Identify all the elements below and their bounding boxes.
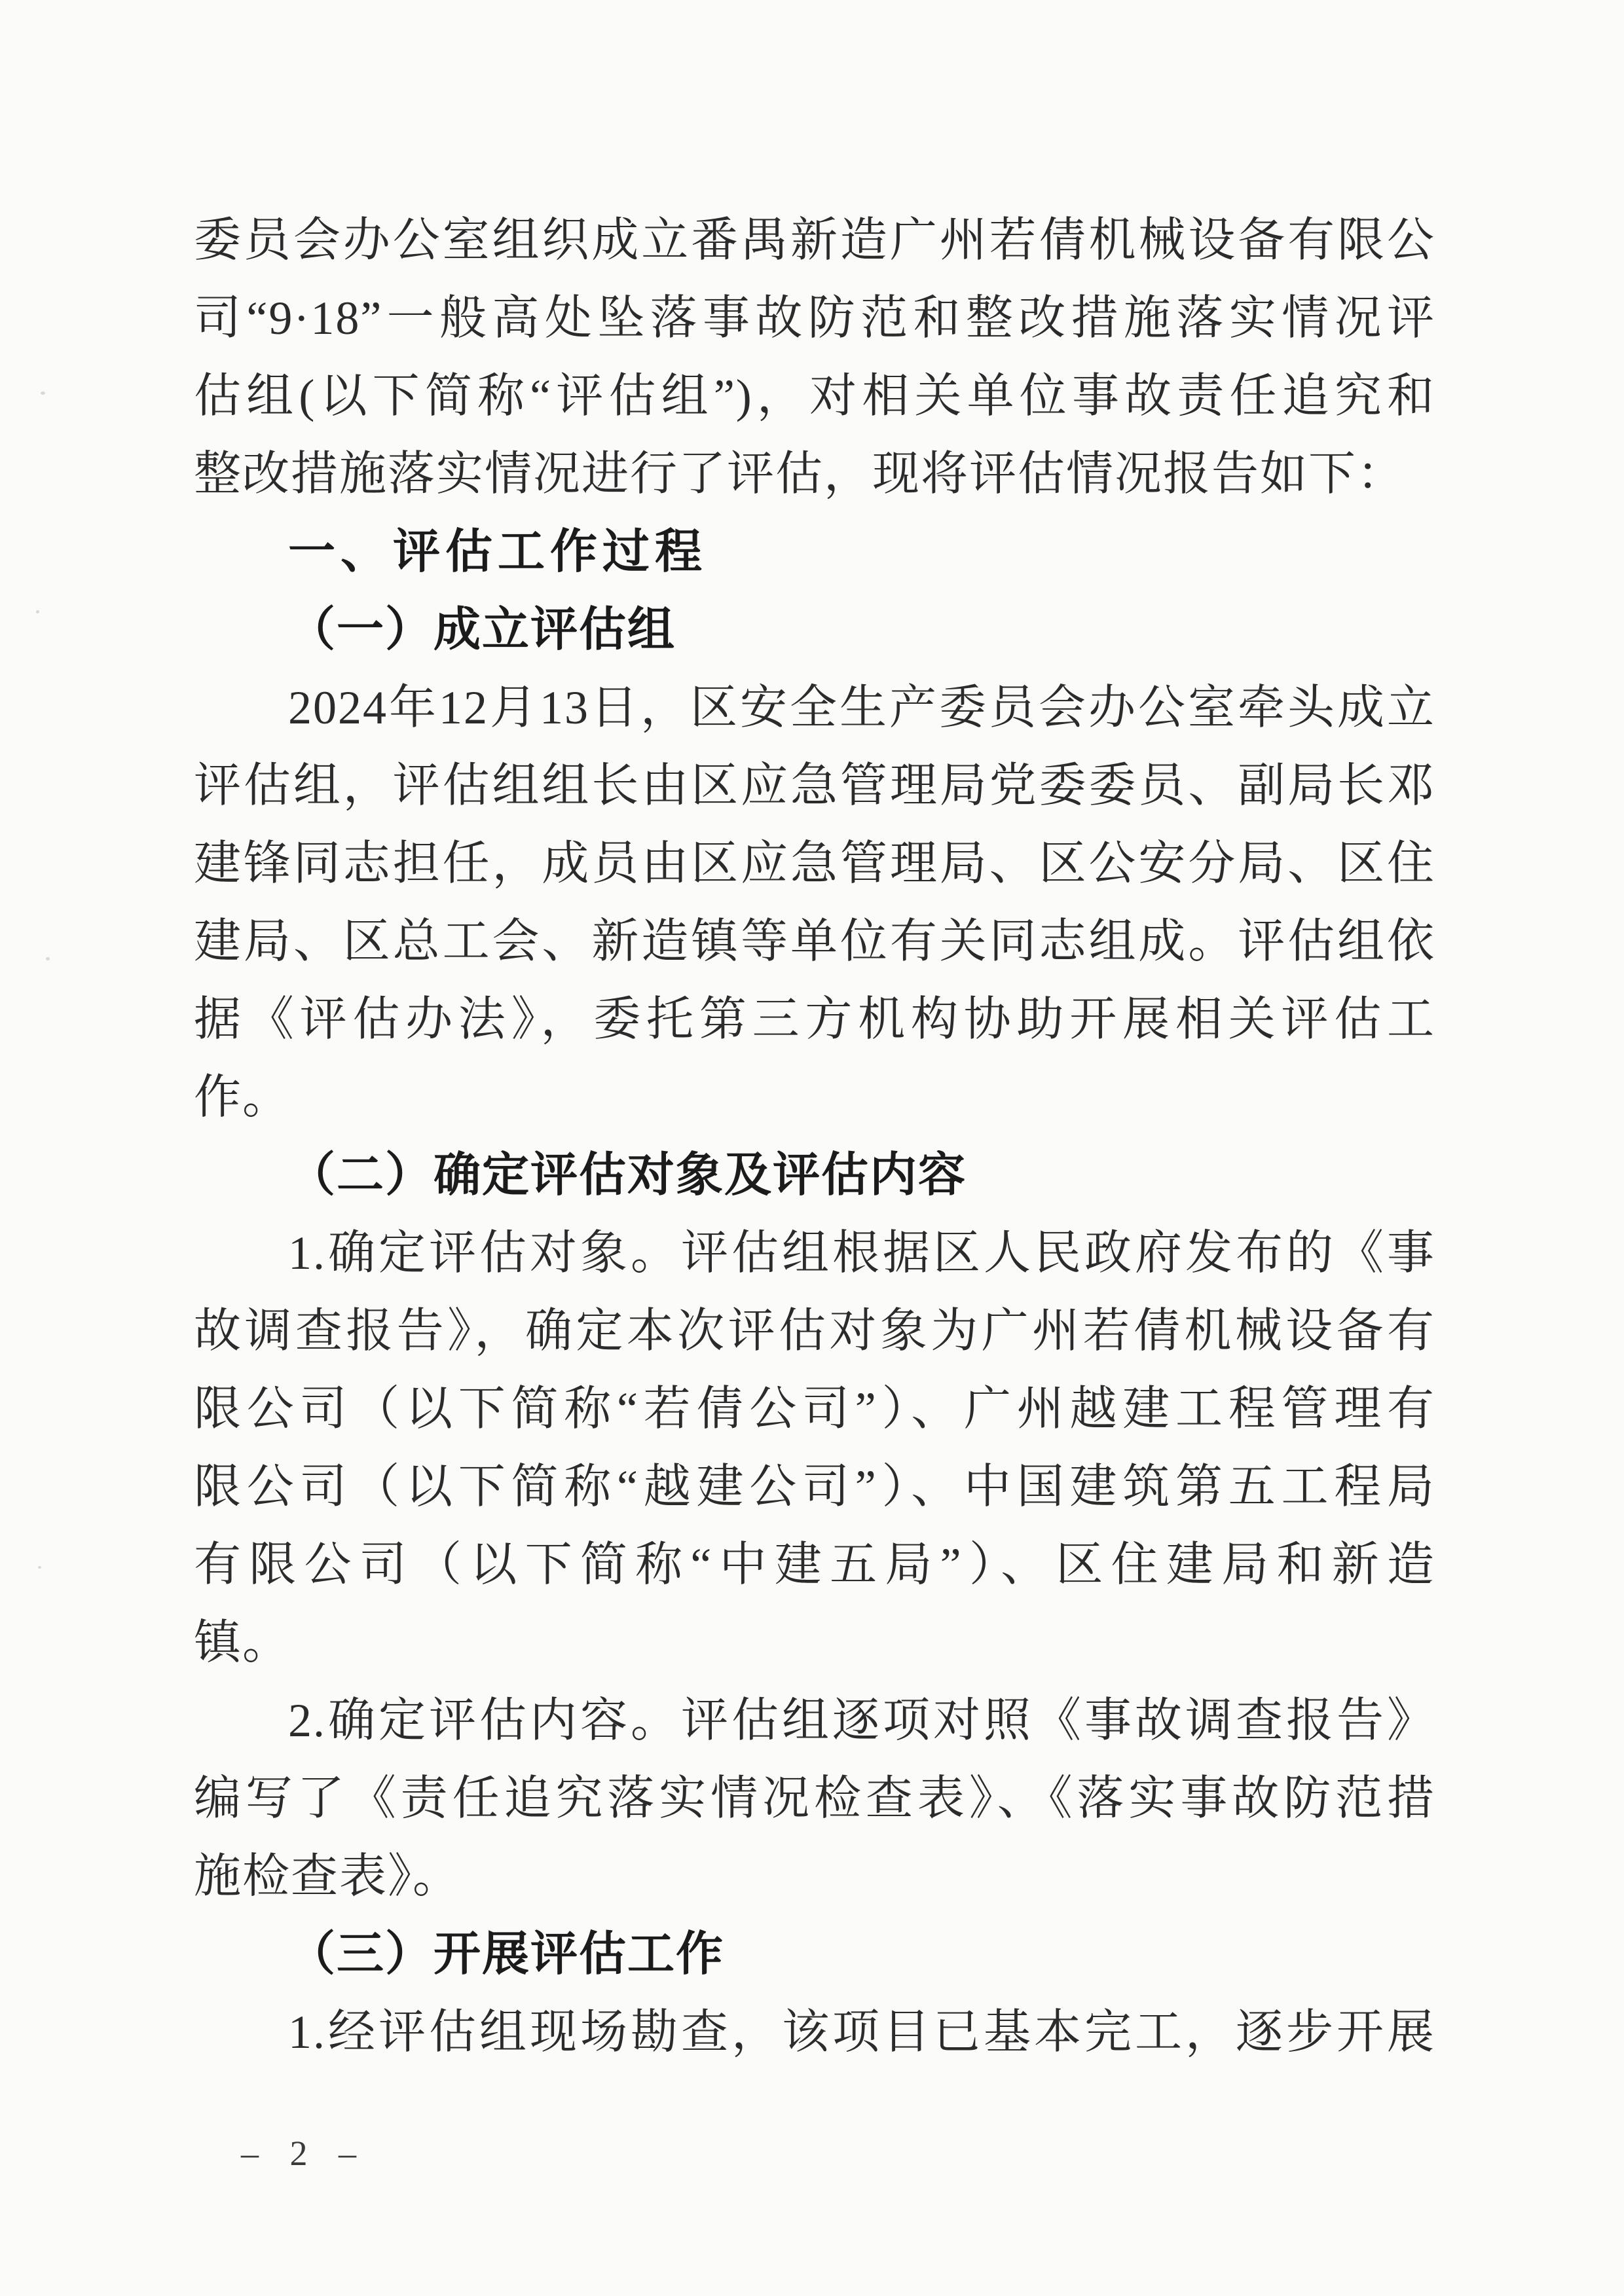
doc-line-22: 施检查表》。 [194, 1850, 462, 1903]
scan-speck [46, 957, 50, 960]
doc-line-2: 司“9·18”一般高处坠落事故防范和整改措施落实情况评 [194, 292, 1435, 344]
doc-line-12: 作。 [194, 1071, 291, 1123]
scan-speck [36, 610, 39, 613]
doc-line-3: 估组(以下简称“评估组”)，对相关单位事故责任追究和 [194, 370, 1435, 422]
doc-line-7: 2024年12月13日，区安全生产委员会办公室牵头成立 [288, 682, 1435, 734]
section-heading-1: 一、评估工作过程 [288, 526, 708, 578]
page-number: – 2 – [241, 2134, 359, 2173]
doc-line-21: 编写了《责任追究落实情况检查表》、《落实事故防范措 [194, 1772, 1435, 1825]
scan-speck [38, 1566, 41, 1569]
subsection-heading-3: （三）开展评估工作 [288, 1928, 725, 1980]
doc-line-9: 建锋同志担任，成员由区应急管理局、区公安分局、区住 [194, 837, 1435, 890]
document-body [194, 202, 1435, 2071]
subsection-heading-1: （一）成立评估组 [288, 604, 676, 656]
doc-line-4: 整改措施落实情况进行了评估，现将评估情况报告如下： [194, 448, 1406, 500]
doc-line-19: 镇。 [194, 1616, 291, 1669]
doc-line-1: 委员会办公室组织成立番禺新造广州若倩机械设备有限公 [194, 214, 1435, 266]
subsection-heading-2: （二）确定评估对象及评估内容 [288, 1149, 967, 1201]
doc-line-11: 据《评估办法》，委托第三方机构协助开展相关评估工 [194, 993, 1435, 1046]
doc-line-15: 故调查报告》，确定本次评估对象为广州若倩机械设备有 [194, 1305, 1435, 1357]
doc-line-17: 限公司（以下简称“越建公司”）、中国建筑第五工程局 [194, 1461, 1435, 1513]
doc-line-16: 限公司（以下简称“若倩公司”）、广州越建工程管理有 [194, 1383, 1435, 1435]
doc-line-18: 有限公司（以下简称“中建五局”）、区住建局和新造 [194, 1539, 1435, 1591]
doc-line-10: 建局、区总工会、新造镇等单位有关同志组成。评估组依 [194, 915, 1435, 968]
doc-line-14: 1.确定评估对象。评估组根据区人民政府发布的《事 [288, 1227, 1435, 1279]
doc-line-8: 评估组，评估组组长由区应急管理局党委委员、副局长邓 [194, 759, 1435, 812]
doc-line-20: 2.确定评估内容。评估组逐项对照《事故调查报告》 [288, 1694, 1435, 1747]
scan-speck [41, 392, 45, 395]
doc-line-24: 1.经评估组现场勘查，该项目已基本完工，逐步开展 [288, 2006, 1435, 2058]
